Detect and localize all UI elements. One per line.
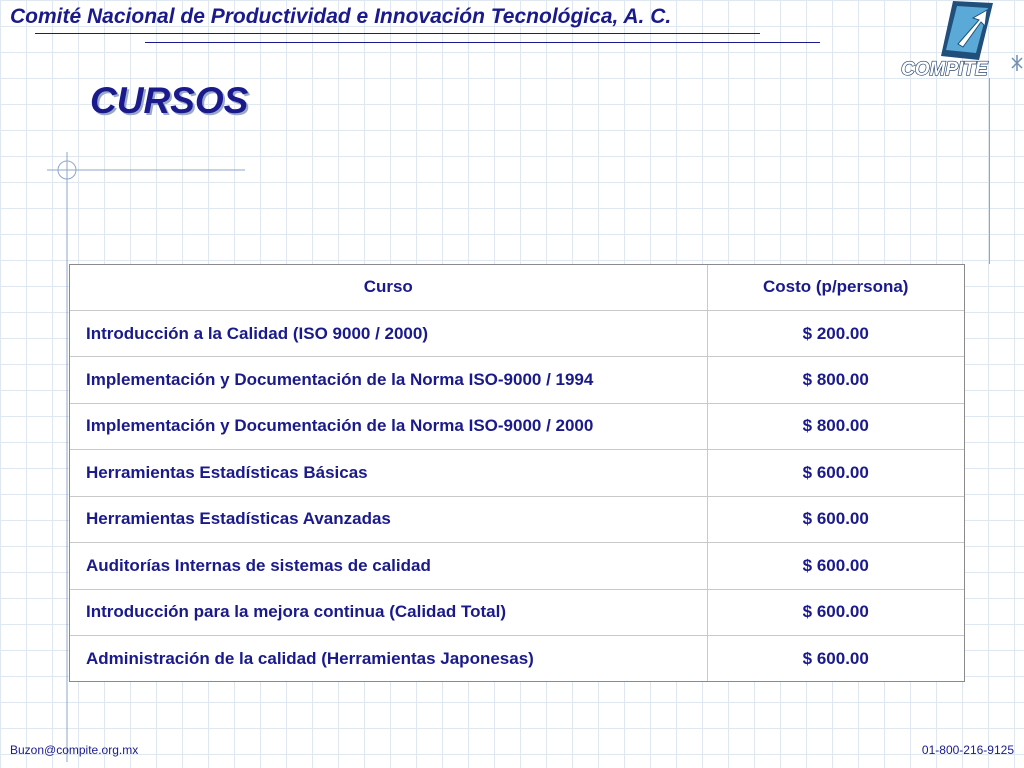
- compite-logo: [895, 0, 1023, 82]
- table-header-row: [70, 265, 964, 310]
- right-vertical-rule: [989, 78, 990, 264]
- course-cost: $ 800.00: [707, 357, 964, 403]
- course-name: Introducción para la mejora continua (Calidad Total): [70, 589, 707, 635]
- table-row: [70, 450, 964, 496]
- organization-title: Comité Nacional de Productividad e Innovación Tecnológica, A. C.: [10, 5, 672, 28]
- course-name: Herramientas Estadísticas Avanzadas: [70, 496, 707, 542]
- course-cost: $ 200.00: [707, 310, 964, 356]
- course-cost: $ 800.00: [707, 403, 964, 449]
- header-rule-top: [35, 33, 760, 34]
- course-name: Herramientas Estadísticas Básicas: [70, 450, 707, 496]
- table-row: [70, 636, 964, 681]
- table-row: [70, 543, 964, 589]
- footer-phone: 01-800-216-9125: [921, 743, 1014, 757]
- course-cost: $ 600.00: [707, 636, 964, 681]
- header-rule-bottom: [145, 42, 820, 43]
- arrow-square-logo-icon: [941, 1, 993, 60]
- table-row: [70, 357, 964, 403]
- table-row: [70, 589, 964, 635]
- column-header-cost: Costo (p/persona): [763, 277, 909, 297]
- table-row: [70, 310, 964, 356]
- course-cost: $ 600.00: [707, 450, 964, 496]
- course-name: Administración de la calidad (Herramientas Japonesas): [70, 636, 707, 681]
- course-cost: $ 600.00: [707, 543, 964, 589]
- course-name: Auditorías Internas de sistemas de calidad: [70, 543, 707, 589]
- course-cost: $ 600.00: [707, 496, 964, 542]
- footer-email: Buzon@compite.org.mx: [10, 743, 139, 757]
- courses-table: [69, 264, 965, 682]
- page-title: CURSOS: [90, 80, 249, 121]
- course-name: Implementación y Documentación de la Norma ISO-9000 / 1994: [70, 357, 707, 403]
- table-row: [70, 496, 964, 542]
- sparkle-icon: [1012, 55, 1022, 71]
- logo-text: COMPITE: [901, 59, 988, 80]
- course-name: Implementación y Documentación de la Norma ISO-9000 / 2000: [70, 403, 707, 449]
- course-name: Introducción a la Calidad (ISO 9000 / 2000): [70, 310, 707, 356]
- table-row: [70, 403, 964, 449]
- course-cost: $ 600.00: [707, 589, 964, 635]
- column-header-course: Curso: [70, 265, 707, 310]
